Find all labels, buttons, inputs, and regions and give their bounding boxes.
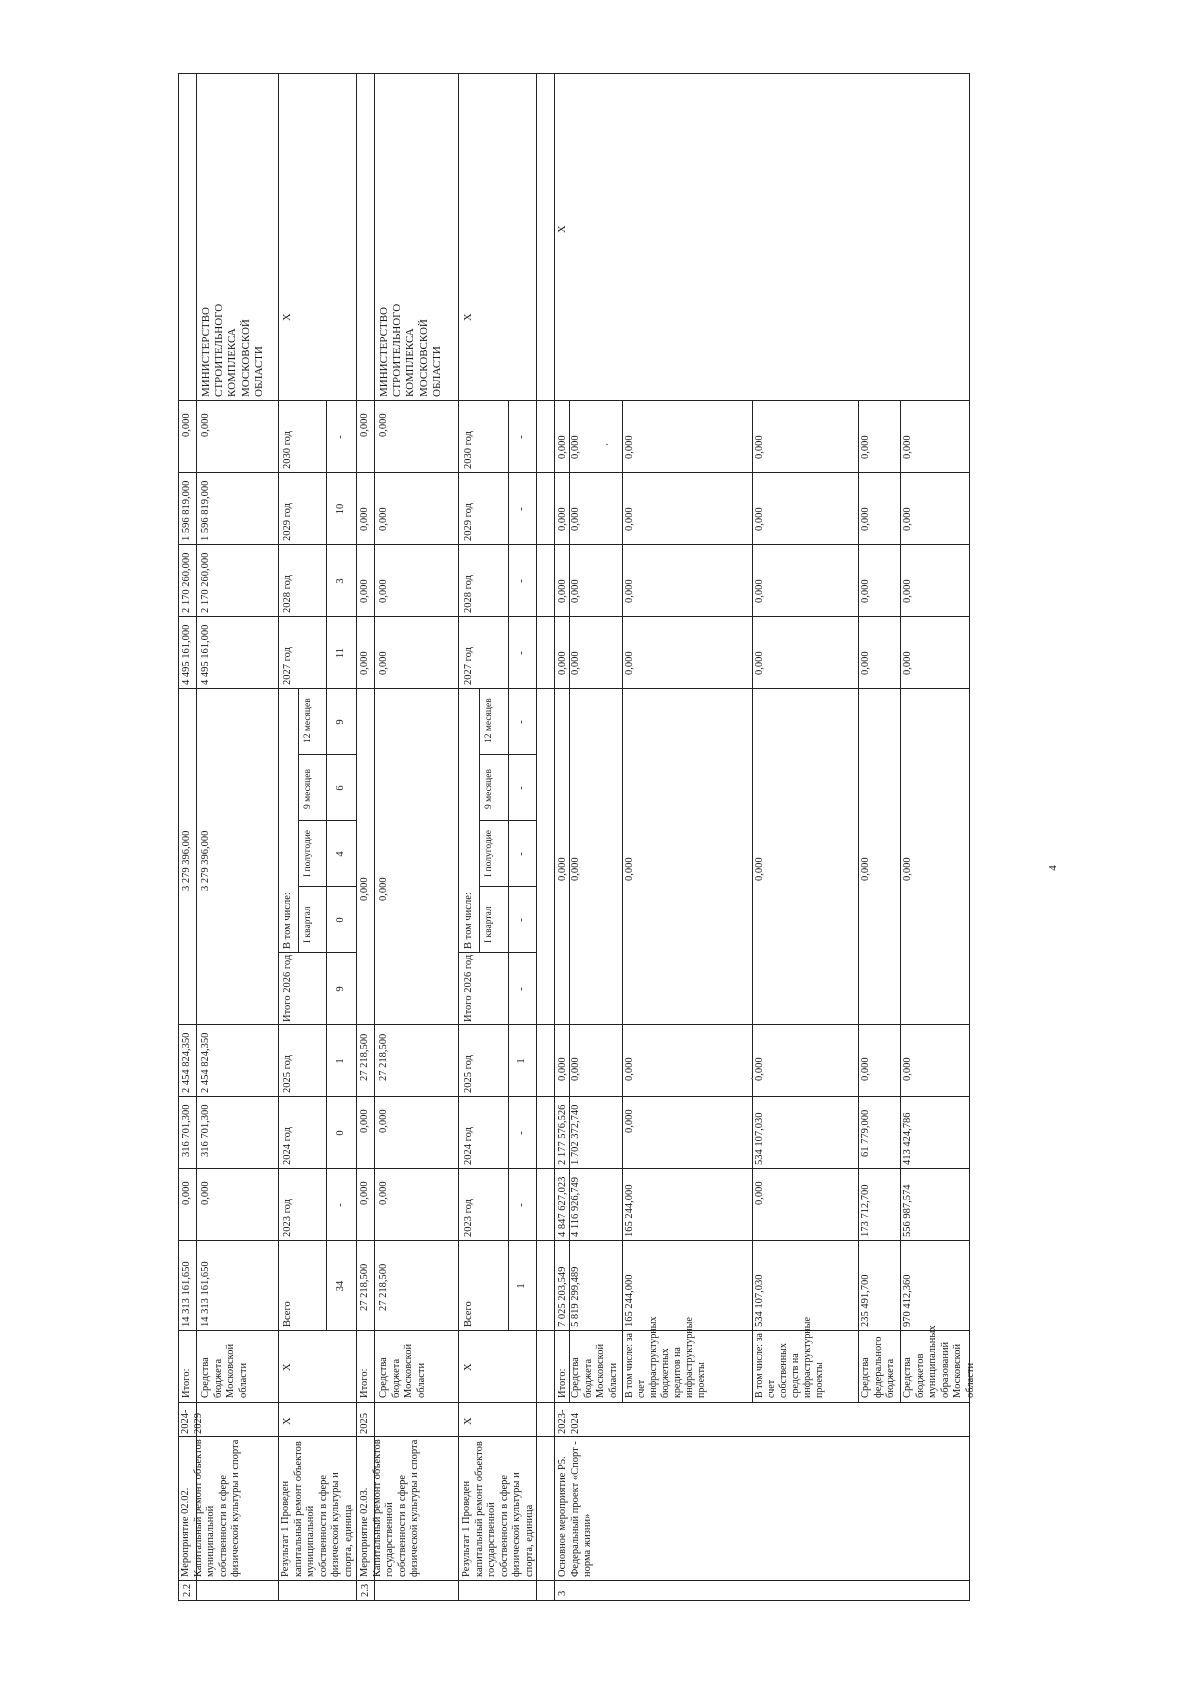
result-value: - <box>516 852 527 856</box>
value-2023: 0,000 <box>181 1181 192 1205</box>
result-value: 3 <box>335 578 346 584</box>
col-line <box>178 472 970 473</box>
head-half: I полугодие <box>303 829 313 877</box>
x-mark: X <box>557 225 568 233</box>
result-value: - <box>516 579 527 583</box>
col-line <box>178 1168 970 1169</box>
result-value: 11 <box>335 647 346 659</box>
result-value: - <box>516 987 527 991</box>
x-mark: X <box>282 313 293 321</box>
row-line <box>196 73 197 1601</box>
value-total: 534 107,030 <box>754 1274 765 1327</box>
value-2026: 0,000 <box>570 857 581 881</box>
result-value: - <box>335 1203 346 1207</box>
value-2027: 0,000 <box>860 651 871 675</box>
head-9m: 9 месяцев <box>303 769 313 809</box>
result-value: - <box>516 507 527 511</box>
value-2027: 0,000 <box>359 651 370 675</box>
row-number: 2.3 <box>360 1583 371 1597</box>
head-2024: 2024 год <box>282 1127 293 1165</box>
responsible-org: МИНИСТЕРСТВО СТРОИТЕЛЬНОГО КОМПЛЕКСА МОСКОВСКОЙ ОБЛАСТИ <box>378 303 443 397</box>
total-label: Итого: <box>181 1368 192 1398</box>
row-line <box>458 73 459 1601</box>
result-value: - <box>516 720 527 724</box>
value-2024: 316 701,300 <box>181 1104 192 1157</box>
head-2027: 2027 год <box>463 647 474 685</box>
value-2024: 2 177 576,526 <box>557 1104 568 1165</box>
value-2026: 0,000 <box>359 877 370 901</box>
value-2024: 413 424,786 <box>902 1112 913 1165</box>
value-2028: 0,000 <box>557 579 568 603</box>
row-number: 2.2 <box>182 1583 193 1597</box>
row-line <box>900 401 901 1403</box>
head-9m: 9 месяцев <box>484 769 494 809</box>
result-value: 1 <box>516 1283 527 1289</box>
value-total: 970 412,360 <box>902 1274 913 1327</box>
head-itogo-2026: Итого 2026 год <box>282 954 293 1022</box>
value-2025: 0,000 <box>860 1057 871 1081</box>
value-2025: 27 218,500 <box>378 1033 389 1081</box>
source-label: Средства бюджетов муниципальных образований Московской области <box>902 1325 976 1398</box>
value-2026: 0,000 <box>860 857 871 881</box>
source-label: Средства бюджета Московской области <box>200 1343 249 1398</box>
result-value: 1 <box>516 1058 527 1064</box>
value-2028: 0,000 <box>754 579 765 603</box>
value-2024: 0,000 <box>378 1109 389 1133</box>
value-2030: 0,000 <box>557 435 568 459</box>
value-2029: 0,000 <box>378 507 389 531</box>
years-range: 2024-2029 <box>180 1409 204 1434</box>
value-2029: 0,000 <box>860 507 871 531</box>
activity-name: Основное мероприятие Р5. Федеральный проект «Спорт - норма жизни» <box>557 1441 594 1577</box>
value-2027: 0,000 <box>557 651 568 675</box>
value-2025: 0,000 <box>754 1057 765 1081</box>
col-line <box>178 1096 970 1097</box>
row-line <box>536 73 537 1601</box>
value-2030: 0,000 <box>181 413 192 437</box>
value-2023: 4 847 627,023 <box>557 1176 568 1237</box>
head-2023: 2023 год <box>282 1199 293 1237</box>
result-value: 10 <box>335 503 346 515</box>
col-line <box>178 1330 970 1331</box>
result-value: 4 <box>335 851 346 857</box>
value-2026: 3 279 396,000 <box>181 830 192 891</box>
value-2029: 0,000 <box>902 507 913 531</box>
value-2026: 0,000 <box>902 857 913 881</box>
activity-name: Мероприятие 02.03. Капитальный ремонт объектов государственной собственности в сфере физической культуры и спорта <box>359 1439 421 1577</box>
value-2030: 0,000 <box>570 435 581 459</box>
row-line <box>278 73 279 1601</box>
head-2029: 2029 год <box>282 503 293 541</box>
result-value: - <box>516 1203 527 1207</box>
result-value: 0 <box>335 1130 346 1136</box>
value-2024: 0,000 <box>624 1109 635 1133</box>
value-2028: 0,000 <box>624 579 635 603</box>
value-2024: 61 779,000 <box>860 1109 871 1157</box>
value-2025: 2 454 824,350 <box>200 1032 211 1093</box>
value-2027: 0,000 <box>570 651 581 675</box>
x-mark: X <box>282 1363 293 1371</box>
value-2025: 0,000 <box>570 1057 581 1081</box>
value-total: 165 244,000 <box>624 1274 635 1327</box>
value-2030: 0,000 <box>754 435 765 459</box>
head-q1: I квартал <box>303 906 313 943</box>
head-all: Всего <box>463 1301 474 1327</box>
value-2023: 4 116 926,749 <box>570 1177 581 1237</box>
head-including: В том числе: <box>282 892 293 949</box>
value-2023: 165 244,000 <box>624 1184 635 1237</box>
source-label: В том числе: за счет инфраструктурных бюджетных кредитов на инфраструктурные проекты <box>624 1316 707 1398</box>
value-2026: 0,000 <box>378 877 389 901</box>
value-2029: 0,000 <box>754 507 765 531</box>
value-2029: 1 596 819,000 <box>181 480 192 541</box>
rotated-page-content <box>178 27 978 1627</box>
row-line <box>374 73 375 1601</box>
value-2030: 0,000 <box>860 435 871 459</box>
row-line <box>356 73 357 1601</box>
row-line <box>569 401 570 1403</box>
result-value: - <box>516 918 527 922</box>
scan-speck <box>751 1078 753 1079</box>
value-2023: 0,000 <box>359 1181 370 1205</box>
result-value: 9 <box>335 986 346 992</box>
source-label: Средства бюджета Московской области <box>378 1343 427 1398</box>
years-range: 2023-2024 <box>557 1409 581 1434</box>
value-2030: 0,000 <box>378 413 389 437</box>
head-2029: 2029 год <box>463 503 474 541</box>
value-2024: 0,000 <box>359 1109 370 1133</box>
value-2025: 0,000 <box>557 1057 568 1081</box>
x-mark: X <box>463 313 474 321</box>
head-including: В том числе: <box>463 892 474 949</box>
head-2030: 2030 год <box>282 431 293 469</box>
value-2028: 0,000 <box>902 579 913 603</box>
head-2025: 2025 год <box>463 1055 474 1093</box>
result-value: - <box>516 786 527 790</box>
value-2025: 0,000 <box>624 1057 635 1081</box>
result-name: Результат 1 Проведен капитальный ремонт объектов государственной собственности в сфере физической культуры и спорта, единица <box>461 1441 535 1577</box>
col-line <box>178 616 970 617</box>
row-line <box>479 689 480 953</box>
result-value: 34 <box>335 1280 346 1292</box>
value-2024: 1 702 372,740 <box>570 1104 581 1165</box>
value-2028: 2 170 260,000 <box>181 552 192 613</box>
row-number: 3 <box>557 1590 568 1596</box>
row-line <box>298 689 299 953</box>
col-line <box>178 1402 970 1403</box>
value-2028: 0,000 <box>860 579 871 603</box>
value-total: 5 819 299,489 <box>570 1266 581 1327</box>
head-2030: 2030 год <box>463 431 474 469</box>
value-2027: 4 495 161,000 <box>181 624 192 685</box>
value-2030: 0,000 <box>902 435 913 459</box>
head-all: Всего <box>282 1301 293 1327</box>
row-line <box>508 401 509 1331</box>
value-2029: 0,000 <box>359 507 370 531</box>
value-2024: 534 107,030 <box>754 1112 765 1165</box>
value-2027: 0,000 <box>902 651 913 675</box>
value-2029: 1 596 819,000 <box>200 480 211 541</box>
value-2027: 4 495 161,000 <box>200 624 211 685</box>
activity-name: Мероприятие 02.02. Капитальный ремонт объектов муниципальной собственности в сфере физической культуры и спорта <box>180 1439 242 1577</box>
head-12m: 12 месяцев <box>303 698 313 743</box>
x-mark: X <box>282 1417 293 1425</box>
row-line <box>752 401 753 1403</box>
col-line <box>178 1024 970 1025</box>
value-total: 27 218,500 <box>378 1263 389 1311</box>
value-total: 14 313 161,650 <box>181 1261 192 1327</box>
row-line <box>554 73 555 1601</box>
value-2028: 0,000 <box>359 579 370 603</box>
value-2023: 0,000 <box>754 1181 765 1205</box>
value-2030: 0,000 <box>359 413 370 437</box>
program-table <box>178 73 976 1601</box>
years-range: 2025 <box>359 1413 370 1434</box>
page-number: 4 <box>1046 865 1059 871</box>
head-2027: 2027 год <box>282 647 293 685</box>
responsible-org: МИНИСТЕРСТВО СТРОИТЕЛЬНОГО КОМПЛЕКСА МОСКОВСКОЙ ОБЛАСТИ <box>200 303 265 397</box>
source-label: Средства федерального бюджета <box>860 1336 897 1398</box>
head-2028: 2028 год <box>282 575 293 613</box>
value-2029: 0,000 <box>557 507 568 531</box>
head-2025: 2025 год <box>282 1055 293 1093</box>
head-itogo-2026: Итого 2026 год <box>463 954 474 1022</box>
total-label: Итого: <box>359 1368 370 1398</box>
value-total: 27 218,500 <box>359 1263 370 1311</box>
value-total: 235 491,700 <box>860 1274 871 1327</box>
col-line <box>178 1240 970 1241</box>
result-name: Результат 1 Проведен капитальный ремонт объектов муниципальной собственности в сфере физической культуры и спорта, единица <box>280 1441 354 1577</box>
value-2026: 0,000 <box>754 857 765 881</box>
value-2026: 0,000 <box>624 857 635 881</box>
result-value: - <box>516 1131 527 1135</box>
value-2025: 0,000 <box>902 1057 913 1081</box>
head-2028: 2028 год <box>463 575 474 613</box>
scan-speck <box>606 444 608 445</box>
value-2028: 0,000 <box>570 579 581 603</box>
value-2028: 2 170 260,000 <box>200 552 211 613</box>
head-q1: I квартал <box>484 906 494 943</box>
result-value: 0 <box>335 917 346 923</box>
result-value: 1 <box>335 1058 346 1064</box>
value-2029: 0,000 <box>570 507 581 531</box>
source-label: Средства бюджета Московской области <box>570 1343 619 1398</box>
col-line <box>178 1436 970 1437</box>
head-12m: 12 месяцев <box>484 698 494 743</box>
value-2030: 0,000 <box>200 413 211 437</box>
x-mark: X <box>463 1363 474 1371</box>
value-2023: 556 987,574 <box>902 1184 913 1237</box>
row-line <box>622 401 623 1403</box>
value-2029: 0,000 <box>624 507 635 531</box>
value-total: 14 313 161,650 <box>200 1261 211 1327</box>
result-value: - <box>516 651 527 655</box>
value-2023: 0,000 <box>378 1181 389 1205</box>
col-line <box>178 1580 970 1581</box>
row-line <box>858 401 859 1403</box>
result-value: 6 <box>335 785 346 791</box>
value-2028: 0,000 <box>378 579 389 603</box>
value-2024: 316 701,300 <box>200 1104 211 1157</box>
value-2023: 0,000 <box>200 1181 211 1205</box>
value-2030: 0,000 <box>624 435 635 459</box>
col-line <box>178 544 970 545</box>
head-half: I полугодие <box>484 829 494 877</box>
value-2025: 27 218,500 <box>359 1033 370 1081</box>
value-2025: 2 454 824,350 <box>181 1032 192 1093</box>
head-2023: 2023 год <box>463 1199 474 1237</box>
value-total: 7 025 203,549 <box>557 1266 568 1327</box>
result-value: - <box>335 435 346 439</box>
value-2026: 0,000 <box>557 857 568 881</box>
source-label: В том числе: за счет собственных средств на инфраструктурные проекты <box>754 1317 825 1398</box>
total-label: Итого: <box>557 1368 568 1398</box>
row-line <box>326 401 327 1331</box>
value-2027: 0,000 <box>624 651 635 675</box>
value-2027: 0,000 <box>378 651 389 675</box>
col-line <box>178 688 970 689</box>
x-mark: X <box>463 1417 474 1425</box>
head-2024: 2024 год <box>463 1127 474 1165</box>
result-value: 9 <box>335 719 346 725</box>
value-2027: 0,000 <box>754 651 765 675</box>
value-2023: 173 712,700 <box>860 1184 871 1237</box>
result-value: - <box>516 435 527 439</box>
col-line <box>178 400 970 401</box>
value-2026: 3 279 396,000 <box>200 830 211 891</box>
